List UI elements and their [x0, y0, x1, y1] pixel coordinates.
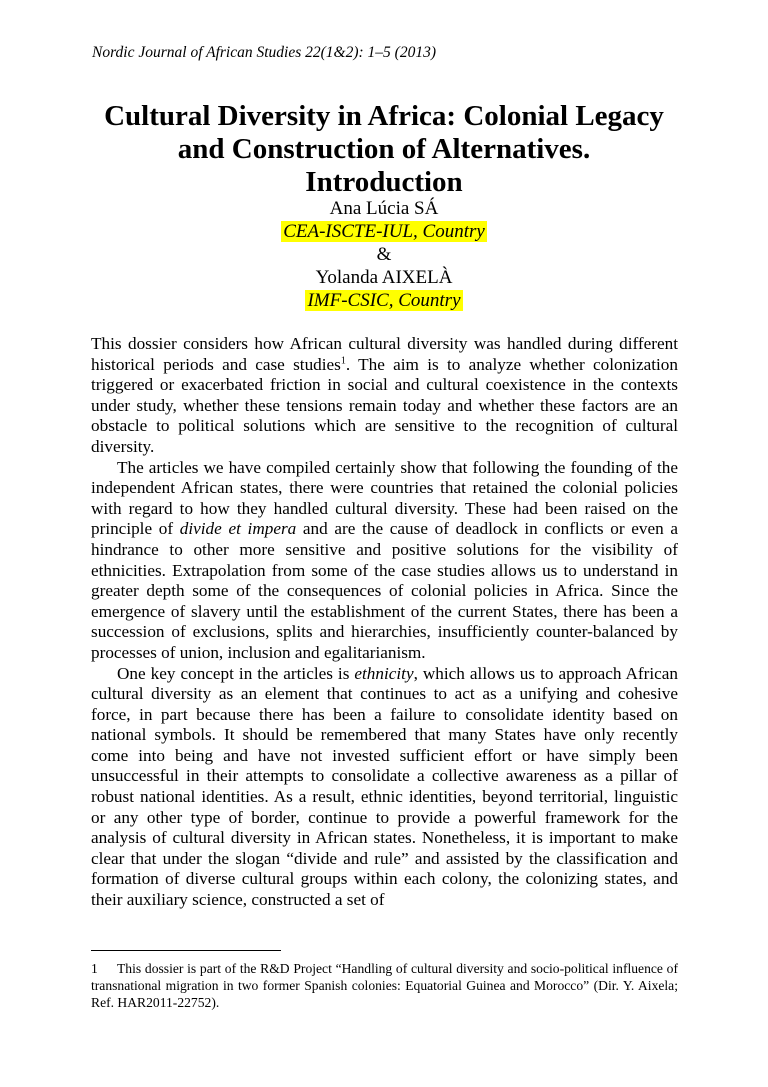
- footnote-marker: 1: [91, 961, 98, 976]
- title-line: Introduction: [305, 166, 463, 198]
- footnote-text: This dossier is part of the R&D Project “Handling of cultural diversity and socio-political influence of transnational migration in two former Spanish colonies: Equatorial Guinea and Morocco” (Dir. Y. Aixela; Ref. HAR2011-22752).: [91, 961, 678, 1010]
- paragraph-3: One key concept in the articles is ethnicity, which allows us to approach African cultural diversity as an element that continues to act as a unifying and cohesive force, in part because there has been a failure to consolidate identity based on national symbols. It should be remembered that many States have only recently come into being and have not invested sufficient effort or have simply been unsuccessful in their attempts to consolidate a collective awareness as a pillar of robust national identities. As a result, ethnic identities, beyond territorial, linguistic or any other type of border, continue to provide a powerful framework for the analysis of cultural diversity in African states. Nonetheless, it is important to make clear that under the slogan “divide and rule” and assisted by the classification and formation of diverse cultural groups within each colony, the colonizing states, and their auxiliary science, constructed a set of: [91, 663, 678, 910]
- title-line: Cultural Diversity in Africa: Colonial Legacy: [104, 100, 664, 132]
- footnote-divider: [91, 950, 281, 951]
- author-affiliation: CEA-ISCTE-IUL, Country: [283, 221, 485, 242]
- footnote-reference[interactable]: 1: [340, 354, 346, 366]
- running-head: Nordic Journal of African Studies 22(1&2): 1–5 (2013): [92, 44, 436, 61]
- author-separator: &: [376, 244, 392, 265]
- paragraph-1: This dossier considers how African cultural diversity was handled during different historical periods and case studies$^1$. The aim is to analyze whether colonization triggered or exacerbated friction in social and cultural coexistence in the contexts under study, whether these tensions remain today and whether these factors are an obstacle to political solutions which are sensitive to the recognition of cultural diversity.: [91, 334, 678, 456]
- article-title: [60, 100, 708, 199]
- footnote: [91, 960, 678, 1011]
- author-affiliation: IMF-CSIC, Country: [307, 290, 461, 311]
- author-name: Yolanda AIXELÀ: [315, 267, 453, 288]
- author-block: [60, 197, 708, 312]
- body-text: [91, 334, 678, 911]
- title-line: and Construction of Alternatives.: [177, 133, 591, 165]
- author-name: Ana Lúcia SÁ: [329, 198, 439, 219]
- paragraph-2: The articles we have compiled certainly show that following the founding of the independent African states, there were countries that retained the colonial policies with regard to how they handled cultural diversity. These had been raised on the principle of divide et impera and are the cause of deadlock in conflicts or even a hindrance to other more sensitive and positive solutions for the visibility of ethnicities. Extrapolation from some of the case studies allows us to understand in greater depth some of the consequences of colonial policies in Africa. Since the emergence of slavery until the establishment of the current States, there has been a succession of exclusions, splits and hierarchies, insufficiently counter-balanced by processes of union, inclusion and egalitarianism.: [91, 457, 679, 662]
